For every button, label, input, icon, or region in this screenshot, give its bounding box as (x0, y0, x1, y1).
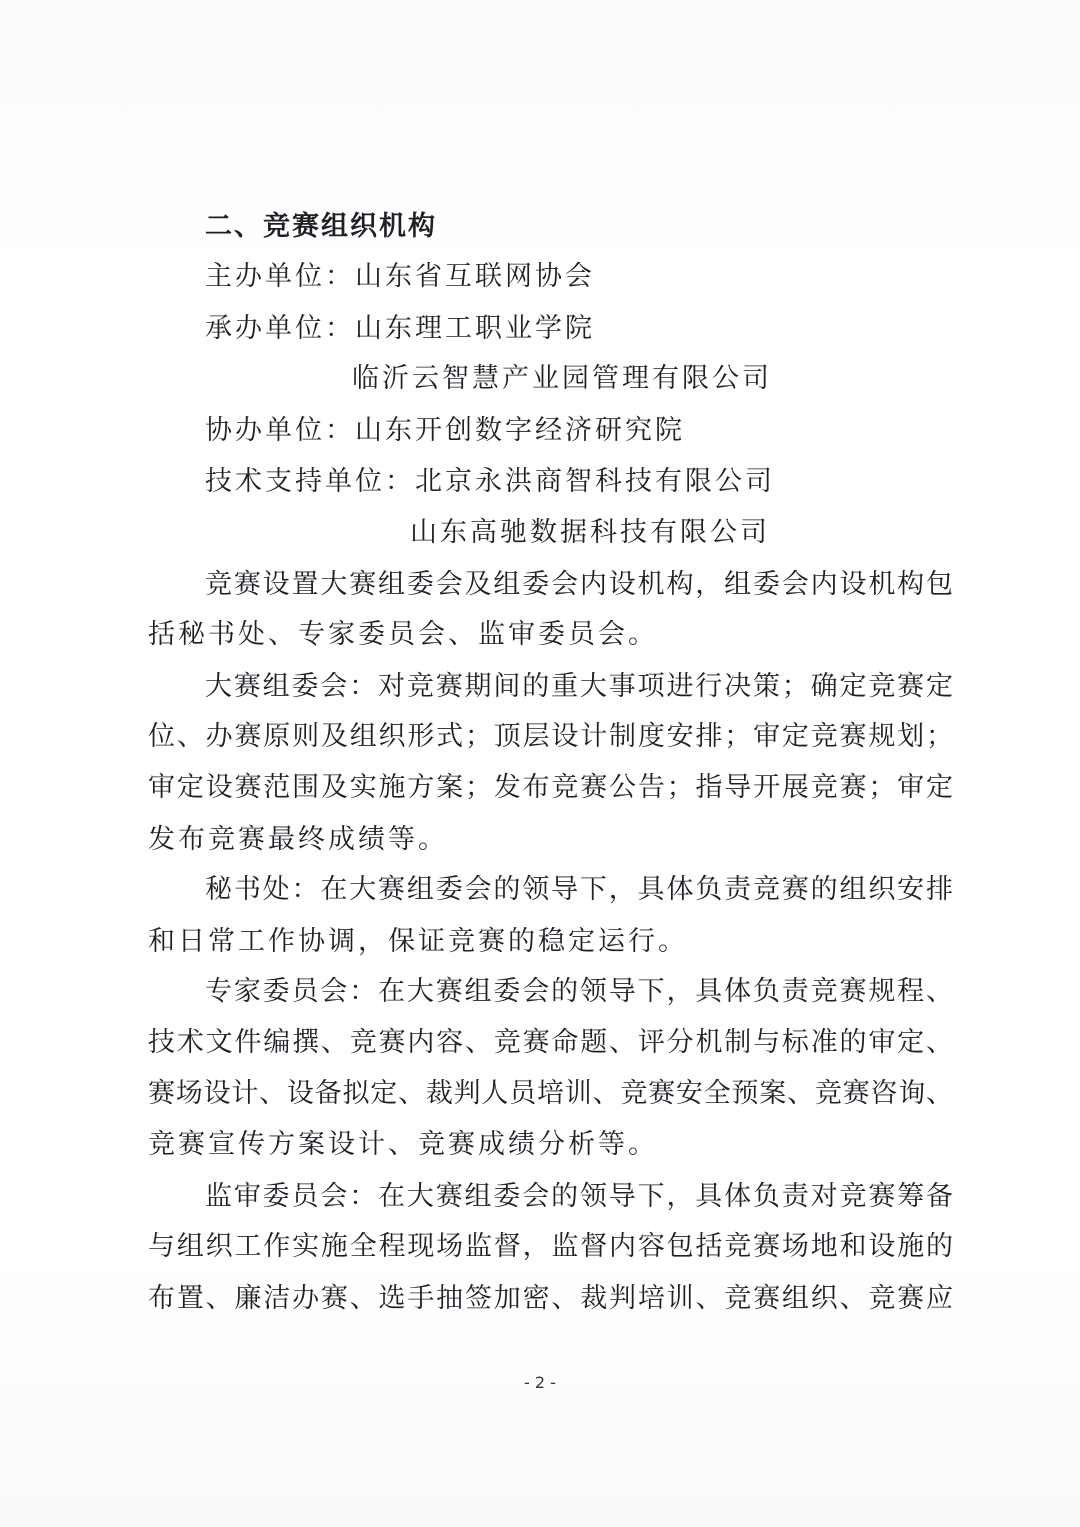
paragraph-line: 秘书处：在大赛组委会的领导下，具体负责竞赛的组织安排 (205, 874, 953, 905)
paragraph-line: 大赛组委会：对竞赛期间的重大事项进行决策；确定竞赛定 (205, 671, 953, 702)
tech-support-line-2: 山东高驰数据科技有限公司 (410, 517, 770, 548)
paragraph-line: 专家委员会：在大赛组委会的领导下，具体负责竞赛规程、 (205, 976, 953, 1007)
co-organizer-line: 协办单位：山东开创数字经济研究院 (205, 415, 685, 446)
organizer-line: 主办单位：山东省互联网协会 (205, 261, 595, 292)
host-line: 承办单位：山东理工职业学院 (205, 313, 595, 344)
paragraph-line: 位、办赛原则及组织形式；顶层设计制度安排；审定竞赛规划； (148, 721, 953, 752)
paragraph-line: 竞赛设置大赛组委会及组委会内设机构，组委会内设机构包 (205, 569, 953, 600)
section-heading: 二、竞赛组织机构 (205, 211, 437, 242)
host-line-2: 临沂云智慧产业园管理有限公司 (352, 363, 772, 394)
paragraph-line: 竞赛宣传方案设计、竞赛成绩分析等。 (148, 1129, 658, 1160)
page-number: - 2 - (524, 1373, 556, 1392)
paragraph-line: 发布竞赛最终成绩等。 (148, 824, 448, 855)
paragraph-line: 和日常工作协调，保证竞赛的稳定运行。 (148, 926, 688, 957)
paragraph-line: 括秘书处、专家委员会、监审委员会。 (148, 619, 658, 650)
paragraph-line: 审定设赛范围及实施方案；发布竞赛公告；指导开展竞赛；审定 (148, 772, 953, 803)
paragraph-line: 布置、廉洁办赛、选手抽签加密、裁判培训、竞赛组织、竞赛应 (148, 1283, 953, 1314)
paragraph-line: 技术文件编撰、竞赛内容、竞赛命题、评分机制与标准的审定、 (148, 1027, 953, 1058)
paragraph-line: 与组织工作实施全程现场监督，监督内容包括竞赛场地和设施的 (148, 1231, 953, 1262)
tech-support-line: 技术支持单位：北京永洪商智科技有限公司 (205, 466, 775, 497)
paragraph-line: 赛场设计、设备拟定、裁判人员培训、竞赛安全预案、竞赛咨询、 (148, 1078, 953, 1109)
paragraph-line: 监审委员会：在大赛组委会的领导下，具体负责对竞赛筹备 (205, 1181, 953, 1212)
